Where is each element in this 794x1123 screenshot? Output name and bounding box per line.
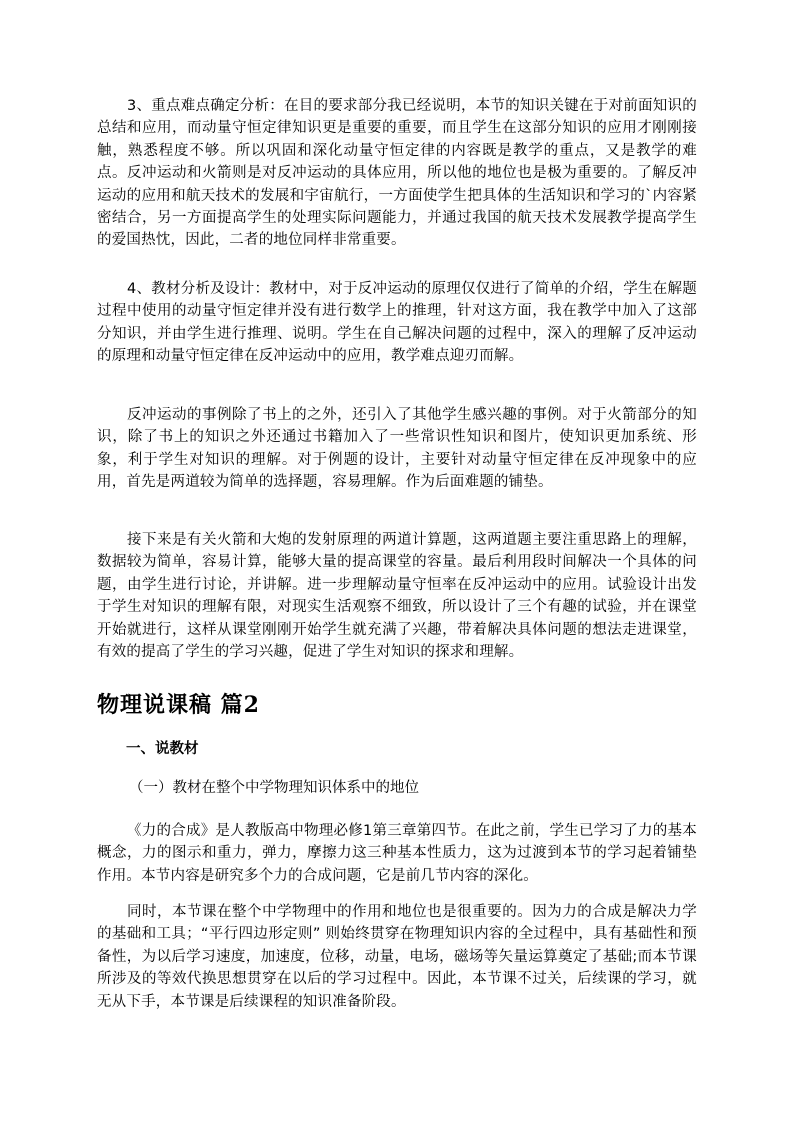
- subheading-textbook: 一、说教材: [126, 741, 199, 757]
- section-title: 物理说课稿 篇2: [97, 692, 260, 718]
- paragraph-textbook-analysis: 4、教材分析及设计：教材中，对于反冲运动的原理仅仅进行了简单的介绍，学生在解题过程中使用的动量守恒定律并没有进行数学上的推理，针对这方面，我在教学中加入了这部分知识，并由学生进行推理、说明。学生在自己解决问题的过程中，深入的理解了反冲运动的原理和动量守恒定律在反冲运动中的应用，教学难点迎刃而解。: [97, 281, 697, 365]
- paragraph-recoil-examples: 反冲运动的事例除了书上的之外，还引入了其他学生感兴趣的事例。对于火箭部分的知识，除了书上的知识之外还通过书籍加入了一些常识性知识和图片，使知识更加系统、形象，利于学生对知识的理解。对于例题的设计，主要针对动量守恒定律在反冲现象中的应用，首先是两道较为简单的选择题，容易理解。作为后面难题的铺垫。: [97, 407, 697, 491]
- subheading-position: （一）教材在整个中学物理知识体系中的地位: [129, 780, 419, 796]
- paragraph-calculation-experiments: 接下来是有关火箭和大炮的发射原理的两道计算题，这两道题主要注重思路上的理解，数据较为简单，容易计算，能够大量的提高课堂的容量。最后利用段时间解决一个具体的问题，由学生进行讨论，并讲解。进一步理解动量守恒率在反冲运动中的应用。试验设计出发于学生对知识的理解有限，对现实生活观察不细致，所以设计了三个有趣的试验，并在课堂开始就进行，这样从课堂刚刚开始学生就充满了兴趣，带着解决具体问题的想法走进课堂，有效的提高了学生的学习兴趣，促进了学生对知识的探求和理解。: [97, 532, 697, 661]
- paragraph-key-difficult-points: 3、重点难点确定分析：在目的要求部分我已经说明，本节的知识关键在于对前面知识的总结和应用，而动量守恒定律知识更是重要的重要，而且学生在这部分知识的应用才刚刚接触，熟悉程度不够。所以巩固和深化动量守恒定律的内容既是教学的重点，又是教学的难点。反冲运动和火箭则是对反冲运动的具体应用，所以他的地位也是极为重要的。了解反冲运动的应用和航天技术的发展和宇宙航行，一方面使学生把具体的生活知识和学习的`内容紧密结合，另一方面提高学生的处理实际问题能力，并通过我国的航天技术发展教学提高学生的爱国热忱，因此，二者的地位同样非常重要。: [97, 98, 697, 249]
- paragraph-role-and-status: 同时，本节课在整个中学物理中的作用和地位也是很重要的。因为力的合成是解决力学的基础和工具；“平行四边形定则” 则始终贯穿在物理知识内容的全过程中，具有基础性和预备性，为以后学习速度，加速度，位移，动量，电场，磁场等矢量运算奠定了基础;而本节课所涉及的等效代换思想贯穿在以后的学习过程中。因此，本节课不过关，后续课的学习，就无从下手，本节课是后续课程的知识准备阶段。: [97, 904, 697, 1010]
- paragraph-force-composition: 《力的合成》是人教版高中物理必修1第三章第四节。在此之前，学生已学习了力的基本概念，力的图示和重力，弹力，摩擦力这三种基本性质力，这为过渡到本节的学习起着铺垫作用。本节内容是研究多个力的合成问题，它是前几节内容的深化。: [97, 823, 697, 884]
